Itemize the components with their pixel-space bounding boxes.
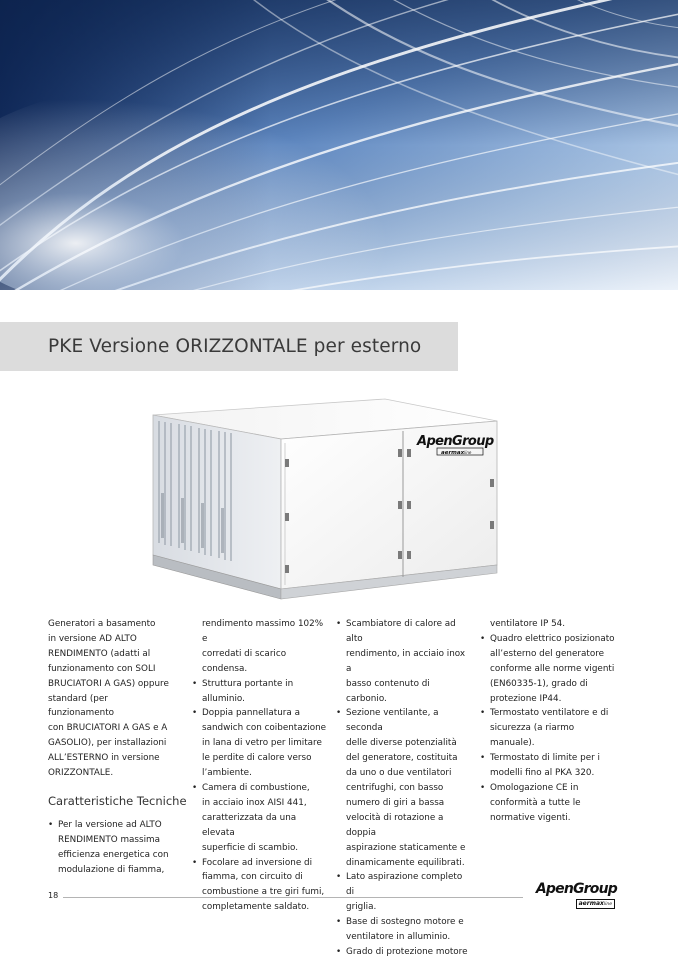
title-bar (0, 322, 458, 371)
list-item: • Grado di protezione motore (336, 945, 472, 960)
list-item: • Per la versione ad ALTO RENDIMENTO massima efficienza energetica con modulazione di fiamma, (48, 818, 176, 878)
hero-light-streaks-image (0, 0, 678, 290)
feature-list (336, 617, 472, 960)
page-title: PKE Versione ORIZZONTALE per esterno (48, 336, 422, 357)
text-column-1 (48, 617, 187, 878)
feature-list (192, 677, 328, 916)
list-item: • Termostato di limite per i modelli fino al PKA 320. (480, 751, 616, 781)
list-item: • Sezione ventilante, a seconda delle diverse potenzialità del generatore, costituita da uno o due ventilatori centrifughi, con basso numero di giri a bassa velocità di rotazione a doppia aspirazione staticamente e dinamicamente equilibrati. (336, 706, 472, 870)
list-item: • Quadro elettrico posizionato all’esterno del generatore conforme alle norme vigenti (EN60335-1), grado di protezione IP44. (480, 632, 616, 707)
product-brand-text: ApenGroup (417, 434, 494, 449)
footer-logo-main: ApenGroup (535, 881, 617, 897)
text-column-3 (336, 617, 472, 960)
intro-paragraph: Generatori a basamento in versione AD ALTO RENDIMENTO (adatti al funzionamento con SOLI BRUCIATORI A GAS) oppure standard (per funzionamento con BRUCIATORI A GAS e A GASOLIO), per installazioni ALL’ESTERNO in versione ORIZZONTALE. (48, 619, 169, 779)
product-image (145, 393, 505, 605)
list-item: • Struttura portante in alluminio. (192, 677, 328, 707)
list-item-continuation: ventilatore IP 54. (490, 619, 566, 629)
list-item: • Camera di combustione, in acciaio inox AISI 441, caratterizzata da una elevata superficie di scambio. (192, 781, 328, 856)
product-sub-brand: aermaxline (441, 450, 472, 456)
list-item: • Focolare ad inversione di fiamma, con circuito di combustione a tre giri fumi, completamente saldato. (192, 856, 328, 916)
page-number: 18 (48, 891, 59, 900)
hero-banner (0, 0, 678, 290)
footer-logo-sub: aermaxline (576, 899, 615, 909)
list-item: • Lato aspirazione completo di griglia. (336, 870, 472, 915)
section-subheading: Caratteristiche Tecniche (48, 793, 187, 808)
footer-divider (63, 897, 523, 898)
footer-logo (531, 883, 617, 908)
list-item: • Scambiatore di calore ad alto rendimento, in acciaio inox a basso contenuto di carbonio. (336, 617, 472, 706)
text-column-4 (480, 617, 616, 826)
text-column-2 (192, 617, 328, 915)
feature-list (480, 632, 616, 826)
air-handler-unit-illustration (145, 393, 505, 605)
list-item: • Base di sostegno motore e ventilatore in alluminio. (336, 915, 472, 945)
list-item-continuation: rendimento massimo 102% e corredati di scarico condensa. (202, 619, 324, 674)
list-item: • Omologazione CE in conformità a tutte le normative vigenti. (480, 781, 616, 826)
feature-list (48, 818, 176, 878)
list-item: • Termostato ventilatore e di sicurezza (a riarmo manuale). (480, 706, 616, 751)
list-item: • Doppia pannellatura a sandwich con coibentazione in lana di vetro per limitare le perdite di calore verso l’ambiente. (192, 706, 328, 781)
